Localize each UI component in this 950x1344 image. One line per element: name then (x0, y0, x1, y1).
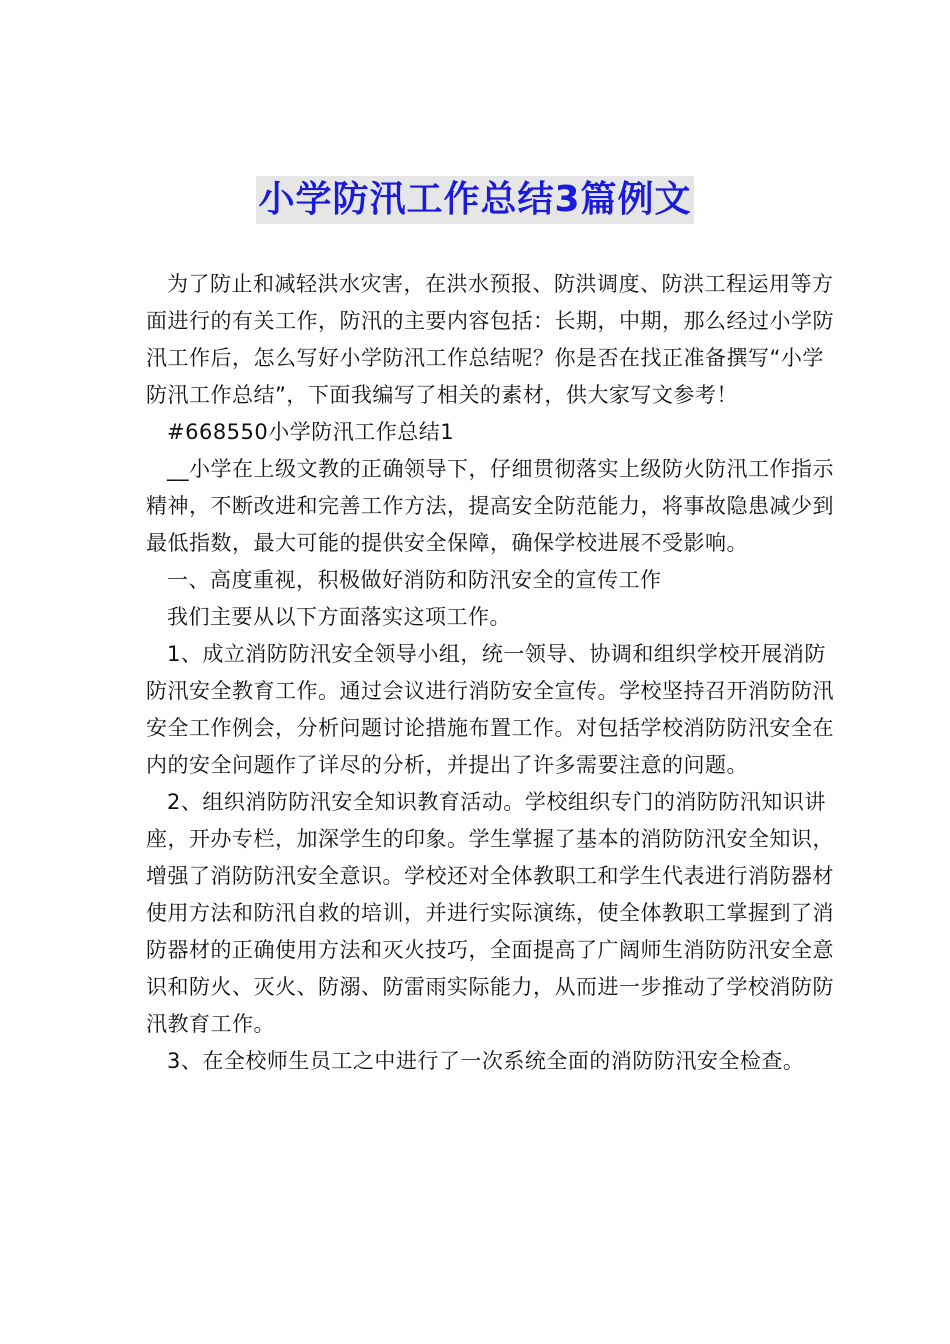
section-heading: #668550小学防汛工作总结1 (167, 420, 455, 444)
title-container (0, 176, 950, 224)
list-item: 2、组织消防防汛安全知识教育活动。学校组织专门的消防防汛知识讲座，开办专栏，加深学生的印象。学生掌握了基本的消防防汛安全知识，增强了消防防汛安全意识。学校还对全体教职工和学生代表进行消防器材使用方法和防汛自救的培训，并进行实际演练，使全体教职工掌握到了消防器材的正确使用方法和灭火技巧，全面提高了广阔师生消防防汛安全意识和防火、灭火、防溺、防雷雨实际能力，从而进一步推动了学校消防防汛教育工作。 (146, 790, 834, 1036)
list-item: 1、成立消防防汛安全领导小组，统一领导、协调和组织学校开展消防防汛安全教育工作。通过会议进行消防安全宣传。学校坚持召开消防防汛安全工作例会，分析问题讨论措施布置工作。对包括学校消防防汛安全在内的安全问题作了详尽的分析，并提出了许多需要注意的问题。 (146, 642, 834, 777)
document-body (146, 266, 836, 1080)
document-title: 小学防汛工作总结3篇例文 (256, 176, 693, 224)
body-paragraph: __小学在上级文教的正确领导下，仔细贯彻落实上级防火防汛工作指示精神，不断改进和完善工作方法，提高安全防范能力，将事故隐患减少到最低指数，最大可能的提供安全保障，确保学校进展不受影响。 (146, 457, 834, 555)
subheading: 一、高度重视，积极做好消防和防汛安全的宣传工作 (167, 568, 662, 592)
body-paragraph: 我们主要从以下方面落实这项工作。 (167, 605, 511, 629)
intro-paragraph: 为了防止和减轻洪水灾害，在洪水预报、防洪调度、防洪工程运用等方面进行的有关工作，防汛的主要内容包括：长期，中期，那么经过小学防汛工作后，怎么写好小学防汛工作总结呢？你是否在找正准备撰写“小学防汛工作总结”，下面我编写了相关的素材，供大家写文参考！ (146, 272, 834, 407)
list-item: 3、在全校师生员工之中进行了一次系统全面的消防防汛安全检查。 (167, 1049, 805, 1073)
